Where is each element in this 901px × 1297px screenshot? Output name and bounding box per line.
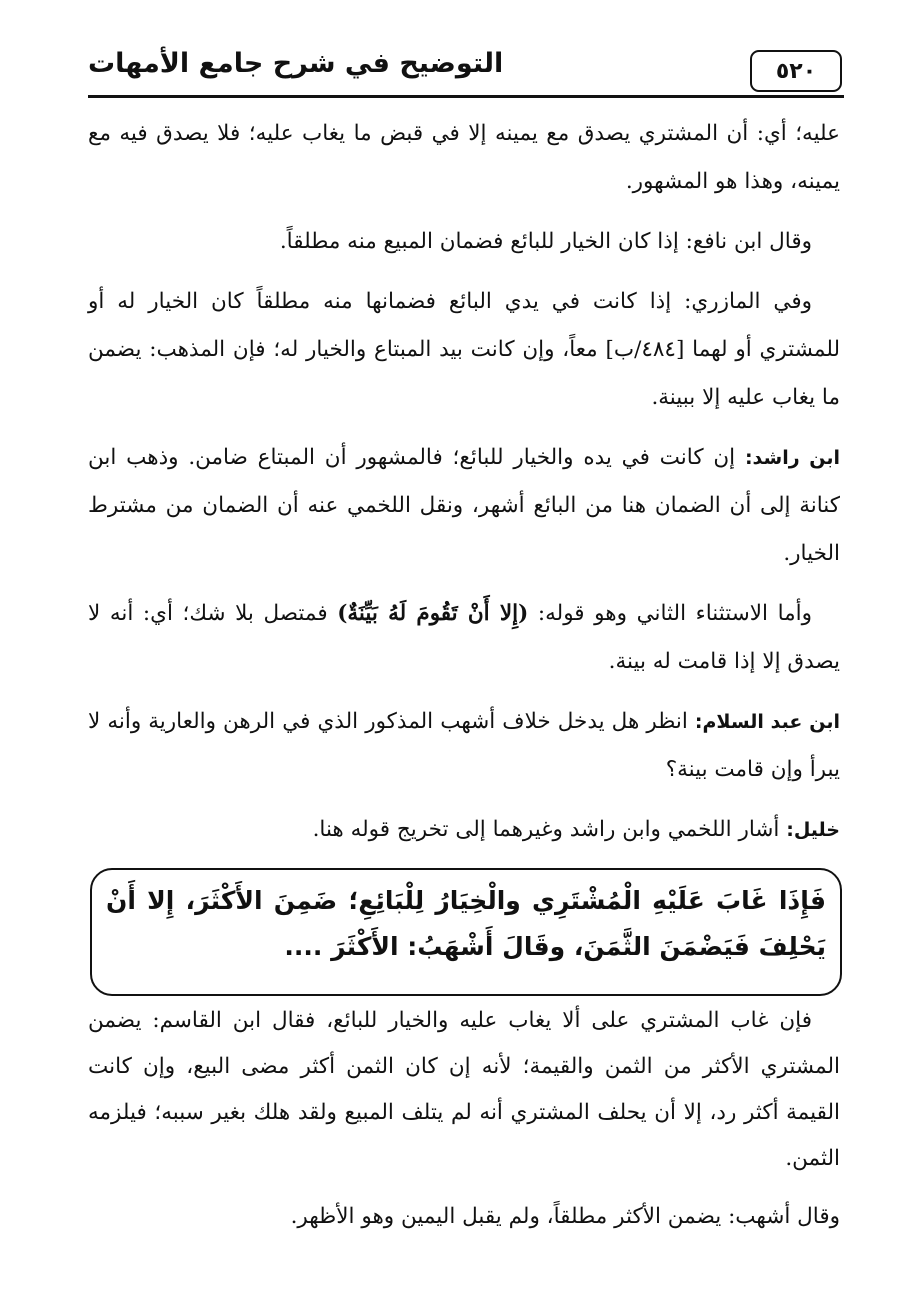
paragraph xyxy=(88,278,840,422)
paragraph xyxy=(88,806,840,854)
quoted-phrase: (إِلا أَنْ تَقُومَ لَهُ بَيِّنَةٌ) xyxy=(337,601,529,626)
page-header xyxy=(88,44,844,96)
paragraph xyxy=(88,590,840,686)
paragraph-text: فمتصل بلا شك؛ أي: أنه لا يصدق إلا إذا قامت له بينة. xyxy=(88,601,840,674)
paragraph xyxy=(88,218,840,266)
paragraph-text: وقال ابن نافع: إذا كان الخيار للبائع فضمان المبيع منه مطلقاً. xyxy=(279,229,812,254)
matn-box: فَإِذَا غَابَ عَلَيْهِ الْمُشْتَرِي والْخِيَارُ لِلْبَائِعِ؛ ضَمِنَ الأَكْثَرَ، إِلا أَنْ يَحْلِفَ فَيَضْمَنَ الثَّمَنَ، وقَالَ أَشْهَبُ: الأَكْثَرَ .... xyxy=(90,868,842,996)
book-title: التوضيح في شرح جامع الأمهات xyxy=(88,48,504,79)
paragraph: فإن غاب المشتري على ألا يغاب عليه والخيار للبائع، فقال ابن القاسم: يضمن المشتري الأكثر من الثمن والقيمة؛ لأنه إن كان الثمن أكثر مضى البيع، وإن كانت القيمة أكثر رد، إلا أن يحلف المشتري أنه لم يتلف المبيع ولقد هلك بغير سببه؛ فيلزمه الثمن. xyxy=(88,1008,840,1171)
paragraph xyxy=(88,110,840,206)
paragraph: وقال أشهب: يضمن الأكثر مطلقاً، ولم يقبل اليمين وهو الأظهر. xyxy=(290,1204,840,1229)
speaker-name: خليل: xyxy=(786,819,840,841)
paragraph-text: وأما الاستثناء الثاني وهو قوله: xyxy=(528,601,812,626)
speaker-name: ابن عبد السلام: xyxy=(694,711,840,733)
paragraph-text: انظر هل يدخل خلاف أشهب المذكور الذي في الرهن والعارية وأنه لا يبرأ وإن قامت بينة؟ xyxy=(88,709,840,782)
paragraph-text: وفي المازري: إذا كانت في يدي البائع فضمانها منه مطلقاً كان الخيار له أو للمشتري أو لهما [٤٨٤/ب] معاً، وإن كانت بيد المبتاع والخيار له؛ فإن المذهب: يضمن ما يغاب عليه إلا ببينة. xyxy=(88,289,840,410)
header-rule xyxy=(88,95,844,98)
speaker-name: ابن راشد: xyxy=(744,447,840,469)
paragraph xyxy=(88,698,840,794)
paragraph-text: أشار اللخمي وابن راشد وغيرهما إلى تخريج قوله هنا. xyxy=(312,817,787,842)
page-number-badge: ٥٢٠ xyxy=(750,50,842,92)
commentary-text xyxy=(88,110,840,866)
paragraph xyxy=(88,434,840,578)
commentary-text-after-matn xyxy=(88,998,840,1252)
paragraph-text: إن كانت في يده والخيار للبائع؛ فالمشهور أن المبتاع ضامن. وذهب ابن كنانة إلى أن الضمان هنا من البائع أشهر، ونقل اللخمي عنه أن الضمان من مشترط الخيار. xyxy=(88,445,840,566)
paragraph-text: عليه؛ أي: أن المشتري يصدق مع يمينه إلا في قبض ما يغاب عليه؛ فلا يصدق فيه مع يمينه، وهذا هو المشهور. xyxy=(88,121,840,194)
